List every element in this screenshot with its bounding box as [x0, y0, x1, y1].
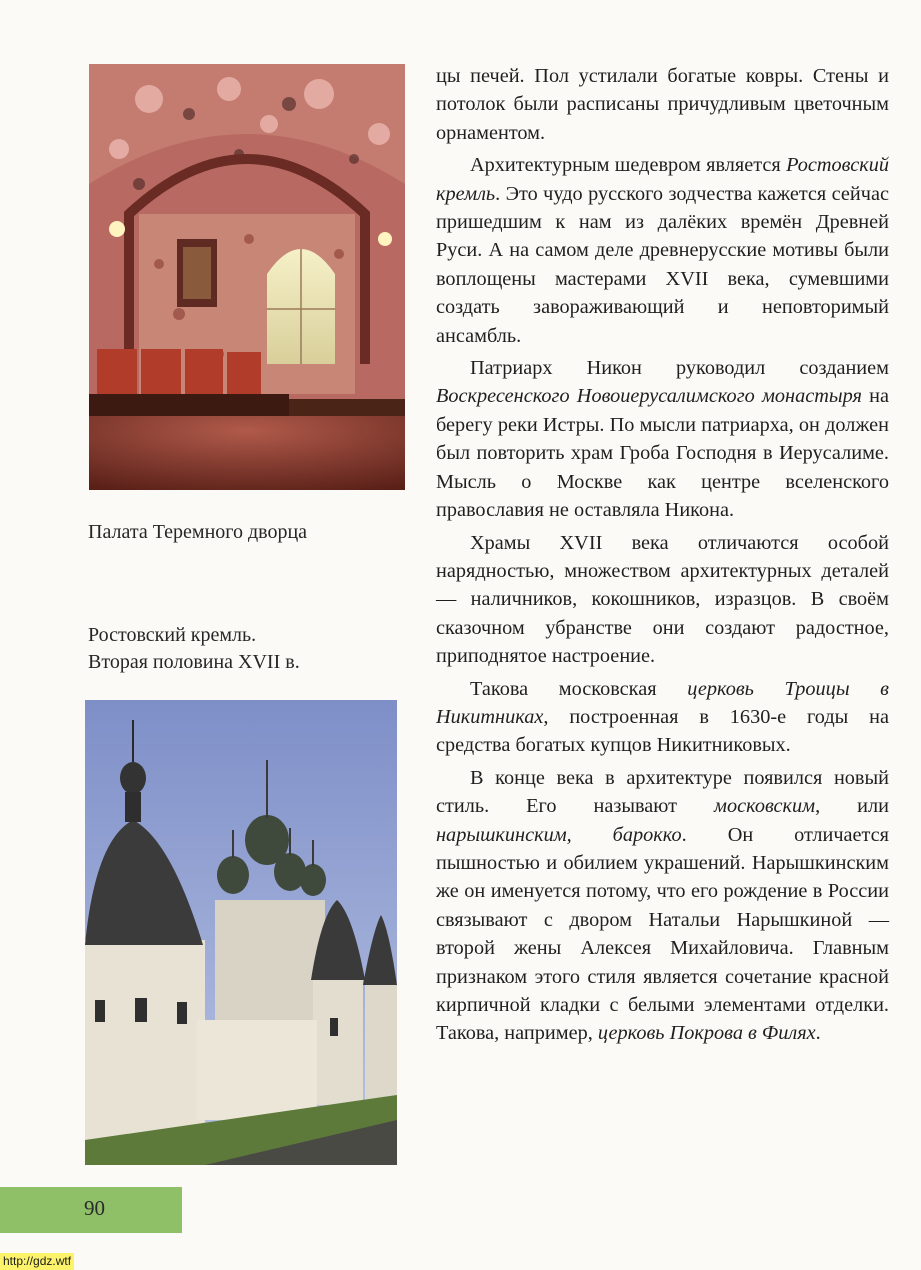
terem-palace-caption: Палата Теремного дворца — [88, 521, 308, 543]
paragraph-3: Патриарх Никон руководил созданием Воскресенского Новоиерусалимского монастыря на берегу реки Истры. По мысли патриарха, он должен был повторить храм Гроба Господня в Иерусалиме. Мысль о Москве как центре вселенского православия не оставляла Никона. — [436, 357, 889, 522]
emphasis-church-in-fili: церковь Покрова в Филях — [597, 1022, 816, 1045]
rostov-kremlin-caption-line-1: Ростовский кремль. — [88, 624, 257, 646]
rostov-kremlin-photo — [85, 700, 397, 1165]
paragraph-4: Храмы XVII века отличаются особой нарядностью, множеством архитектурных деталей — наличников, кокошников, изразцов. В своём сказочном убранстве они создают радостное, приподнятое настроение. — [436, 531, 889, 668]
rostov-kremlin-caption-line-2: Вторая половина XVII в. — [88, 651, 300, 673]
paragraph-1: цы печей. Пол устилали богатые ковры. Стены и потолок были расписаны причудливым цветочным орнаментом. — [436, 65, 889, 144]
emphasis-naryshkin-baroque: нарышкинским, барокко — [436, 823, 682, 846]
emphasis-trinity-church: церковь Троицы в Никитниках — [436, 677, 889, 728]
terem-palace-illustration — [89, 64, 405, 490]
paragraph-2: Архитектурным шедевром является Ростовский кремль. Это чудо русского зодчества кажется сейчас пришедшим к нам из далёких времён Древней Руси. А на самом деле древнерусские мотивы были воплощены мастерами XVII века, сумевшими создать завораживающий и неповторимый ансамбль. — [436, 154, 889, 347]
rostov-kremlin-illustration — [85, 700, 397, 1165]
emphasis-moscow-style: московским — [714, 795, 816, 818]
watermark-link[interactable]: http://gdz.wtf — [0, 1253, 74, 1270]
emphasis-rostov-kremlin: Ростовский кремль — [436, 154, 889, 205]
emphasis-new-jerusalem-monastery: Воскресенского Новоиерусалимского монастыря — [436, 385, 862, 408]
terem-palace-photo — [89, 64, 405, 490]
paragraph-6: В конце века в архитектуре появился новый стиль. Его называют московским, или нарышкинским, барокко. Он отличается пышностью и обилием украшений. Нарышкинским же он именуется потому, что его рождение в России связывают с двором Натальи Нарышкиной — второй жены Алексея Михайловича. Главным признаком этого стиля является сочетание красной кирпичной кладки с белыми элементами отделки. Такова, например, церковь Покрова в Филях. — [436, 766, 890, 1045]
rostov-kremlin-caption — [88, 622, 300, 676]
page-number: 90 — [84, 1196, 105, 1220]
body-text — [436, 62, 889, 1052]
paragraph-5: Такова московская церковь Троицы в Никитниках, построенная в 1630-е годы на средства богатых купцов Никитниковых. — [436, 677, 889, 757]
